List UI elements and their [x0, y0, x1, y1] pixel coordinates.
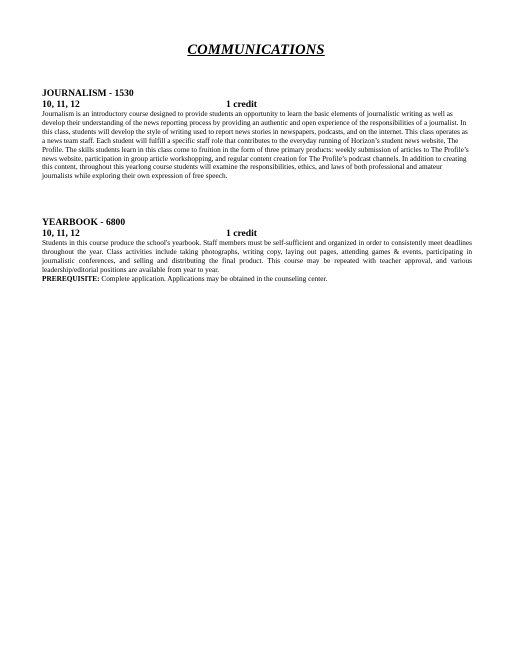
course-credit: 1 credit	[226, 228, 257, 239]
course-journalism	[42, 88, 472, 181]
course-title: JOURNALISM - 1530	[42, 88, 134, 99]
course-yearbook	[42, 217, 472, 284]
course-grades: 10, 11, 12	[42, 228, 80, 239]
course-prerequisite	[42, 275, 472, 284]
course-grades: 10, 11, 12	[42, 99, 80, 110]
course-description: Students in this course produce the school's yearbook. Staff members must be self-sufficient and organized in order to consistently meet deadlines throughout the year. Class activities include taking photographs, writing copy, laying out pages, attending games & events, participating in journalistic conferences, and selling and distributing the final product. This course may be repeated with teacher approval, and various leadership/editorial positions are available from year to year.	[42, 238, 472, 274]
course-description: Journalism is an introductory course designed to provide students an opportunity to learn the basic elements of journalistic writing as well as develop their understanding of the news reporting process by providing an authentic and open experience of the responsibilities of a journalist. In this class, students will develop the style of writing used to report news stories in newspapers, podcasts, and on the internet. This class operates as a news team staff. Each student will fulfill a specific staff role that contributes to the everyday running of Horizon’s student news website, The Profile. The skills students learn in this class come to fruition in the form of three primary products: weekly submission of articles to The Profile’s news website, participation in group article workshopping, and regular content creation for The Profile’s podcast channels. In addition to creating this content, throughout this yearlong course students will examine the responsibilities, ethics, and laws of both professional and amateur journalists while exploring their own expression of free speech.	[42, 109, 469, 181]
course-meta	[42, 228, 472, 239]
page-title: COMMUNICATIONS	[187, 42, 325, 58]
course-credit: 1 credit	[226, 99, 257, 110]
course-meta	[42, 99, 472, 110]
prerequisite-label: PREREQUISITE:	[42, 273, 100, 283]
course-title: YEARBOOK - 6800	[42, 217, 126, 228]
prerequisite-text: Complete application. Applications may be obtained in the counseling center.	[99, 273, 328, 283]
